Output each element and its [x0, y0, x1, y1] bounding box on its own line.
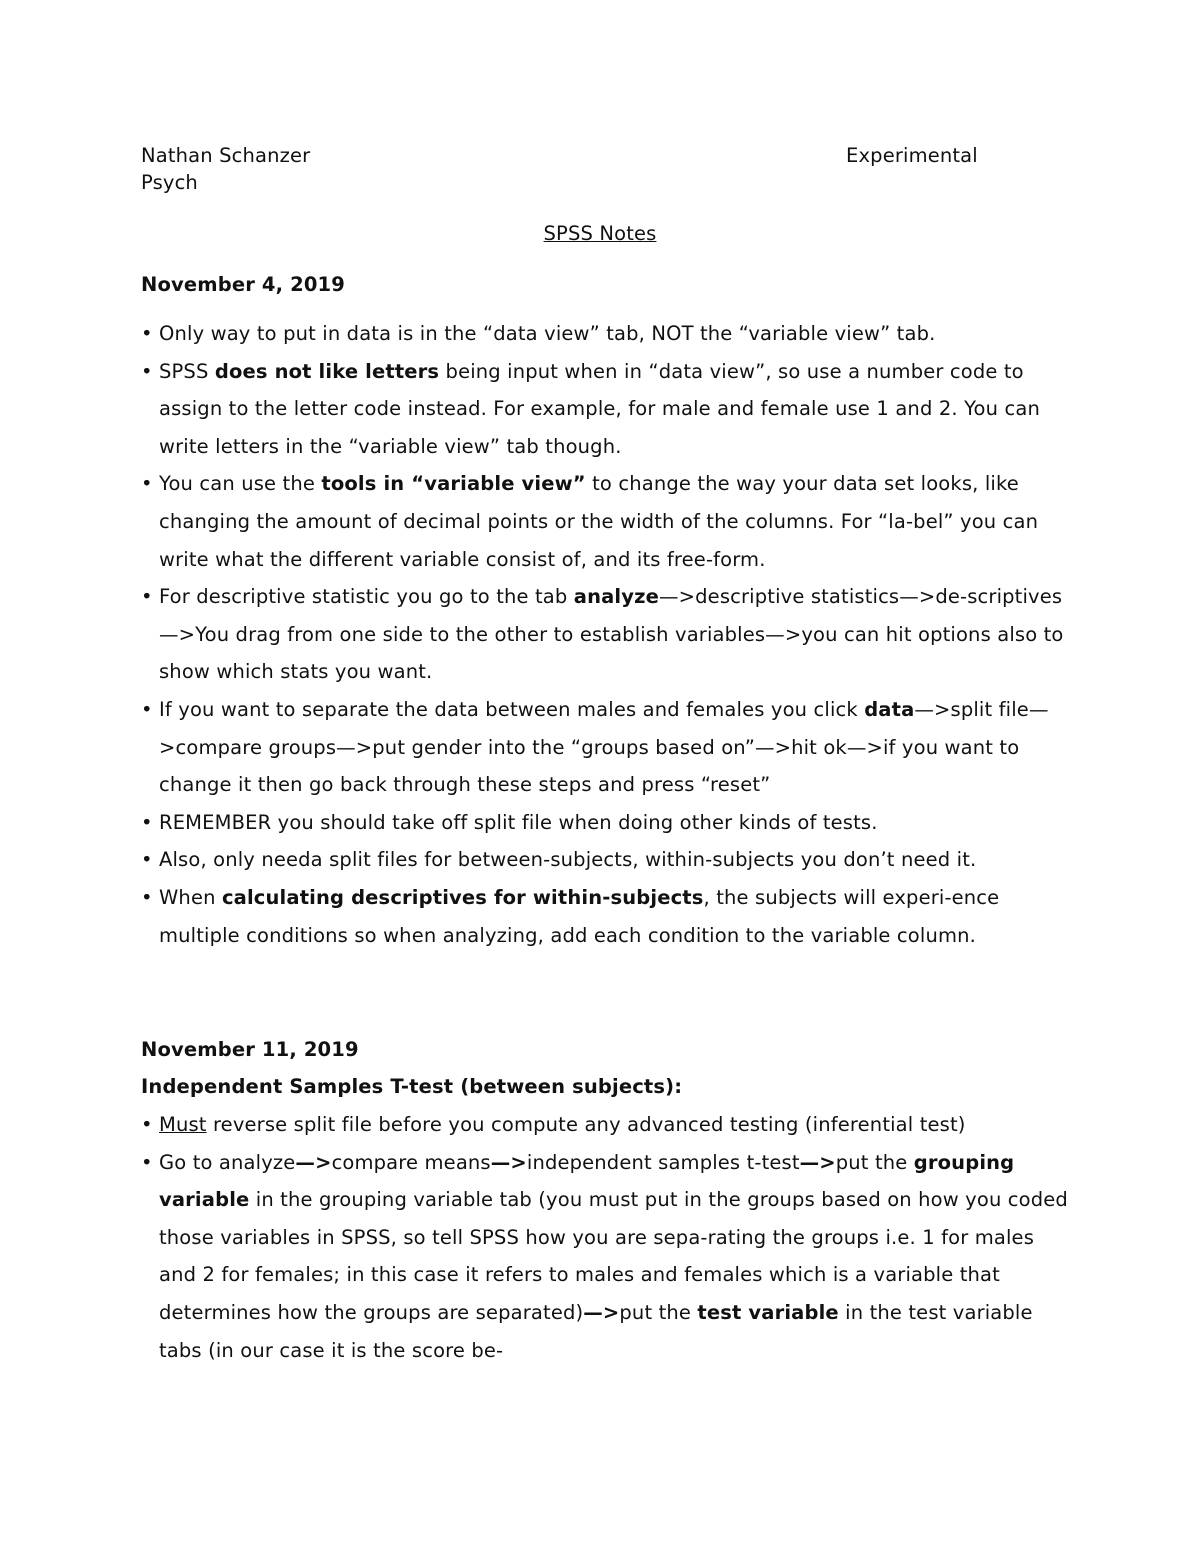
- list-item: [141, 841, 1071, 879]
- item-text: put the: [619, 1300, 698, 1324]
- item-text: being input when in “data view”, so use a number code to assign to the letter code instead. For example, for male and female use 1 and 2. You can write letters in the “variable view” tab though.: [159, 359, 1040, 458]
- item-text: If you want to separate the data between males and females you click: [159, 697, 865, 721]
- item-text: to change the way your data set looks, like changing the amount of decimal points or the width of the columns. For “la-bel” you can write what the different variable consist of, and its free-form.: [159, 472, 1039, 571]
- author-name: Nathan Schanzer: [141, 144, 311, 167]
- list-item: [141, 465, 1071, 578]
- item-text: reverse split file before you compute any advanced testing (inferential test): [206, 1113, 966, 1136]
- item-text: For descriptive statistic you go to the tab: [159, 585, 574, 609]
- item-text: SPSS: [159, 359, 215, 383]
- list-item: [141, 1144, 1071, 1370]
- arrow-text: —>: [295, 1150, 332, 1174]
- list-item: [141, 879, 1071, 954]
- section-subheading: Independent Samples T-test (between subjects):: [141, 1075, 683, 1098]
- arrow-text: —>: [490, 1150, 527, 1174]
- list-item: [141, 691, 1071, 804]
- section-date-nov-4: November 4, 2019: [141, 273, 345, 296]
- item-bold-text: calculating descriptives for within-subjects: [221, 885, 704, 909]
- bullet-icon: •: [141, 359, 153, 383]
- list-item: [141, 578, 1071, 691]
- item-bold-text: does not like letters: [214, 359, 440, 383]
- bullet-icon: •: [141, 1113, 153, 1136]
- notes-list-nov-4: [141, 315, 1071, 954]
- course-name-line1: Experimental: [846, 144, 978, 167]
- item-bold-text: analyze: [573, 585, 660, 609]
- item-bold-text: test variable: [697, 1300, 839, 1324]
- item-text: Go to analyze: [159, 1150, 296, 1174]
- document-title: SPSS Notes: [543, 222, 657, 245]
- bullet-icon: •: [141, 885, 153, 909]
- item-text: Also, only needa split files for between-subjects, within-subjects you don’t need it.: [159, 848, 977, 872]
- course-name-line2: Psych: [141, 171, 198, 194]
- item-text: REMEMBER you should take off split file when doing other kinds of tests.: [159, 810, 878, 834]
- item-text: Only way to put in data is in the “data view” tab, NOT the “variable view” tab.: [159, 322, 936, 345]
- item-text: put the: [835, 1150, 914, 1174]
- item-text: in the grouping variable tab (you must put in the groups based on how you coded those variables in SPSS, so tell SPSS how you are sepa-rating the groups i.e. 1 for males and 2 for females; in this case it refers to males and females which is a variable that determines how the groups are separated): [159, 1188, 1068, 1324]
- bullet-icon: •: [141, 848, 153, 872]
- item-text: independent samples t-test: [526, 1150, 800, 1174]
- item-bold-text: tools in “variable view”: [321, 472, 586, 496]
- notes-list-nov-11: [141, 1106, 1071, 1369]
- item-text: —>split file—>compare groups—>put gender into the “groups based on”—>hit ok—>if you want to change it then go back through these steps and press “reset”: [159, 697, 1049, 797]
- arrow-text: —>: [583, 1300, 620, 1324]
- list-item: [141, 804, 1071, 842]
- bullet-icon: •: [141, 472, 153, 496]
- list-item: [141, 353, 1071, 466]
- section-date-nov-11: November 11, 2019: [141, 1038, 359, 1061]
- item-text: —>descriptive statistics—>de-scriptives—>You drag from one side to the other to establish variables—>you can hit options also to show which stats you want.: [159, 585, 1064, 684]
- bullet-icon: •: [141, 322, 153, 345]
- bullet-icon: •: [141, 810, 153, 834]
- item-text: compare means: [331, 1150, 491, 1174]
- item-underlined-text: Must: [159, 1113, 207, 1136]
- bullet-icon: •: [141, 697, 153, 721]
- arrow-text: —>: [799, 1150, 836, 1174]
- item-bold-text: grouping variable: [159, 1150, 1015, 1212]
- item-text: When: [159, 885, 222, 909]
- item-text: , the subjects will experi-ence multiple conditions so when analyzing, add each condition to the variable column.: [159, 885, 1000, 947]
- bullet-icon: •: [141, 1150, 153, 1174]
- item-text: You can use the: [159, 472, 322, 496]
- item-text: in the test variable tabs (in our case it is the score be-: [159, 1300, 1033, 1362]
- list-item: [141, 315, 1071, 353]
- list-item: [141, 1106, 1071, 1144]
- bullet-icon: •: [141, 585, 153, 609]
- item-bold-text: data: [864, 697, 915, 721]
